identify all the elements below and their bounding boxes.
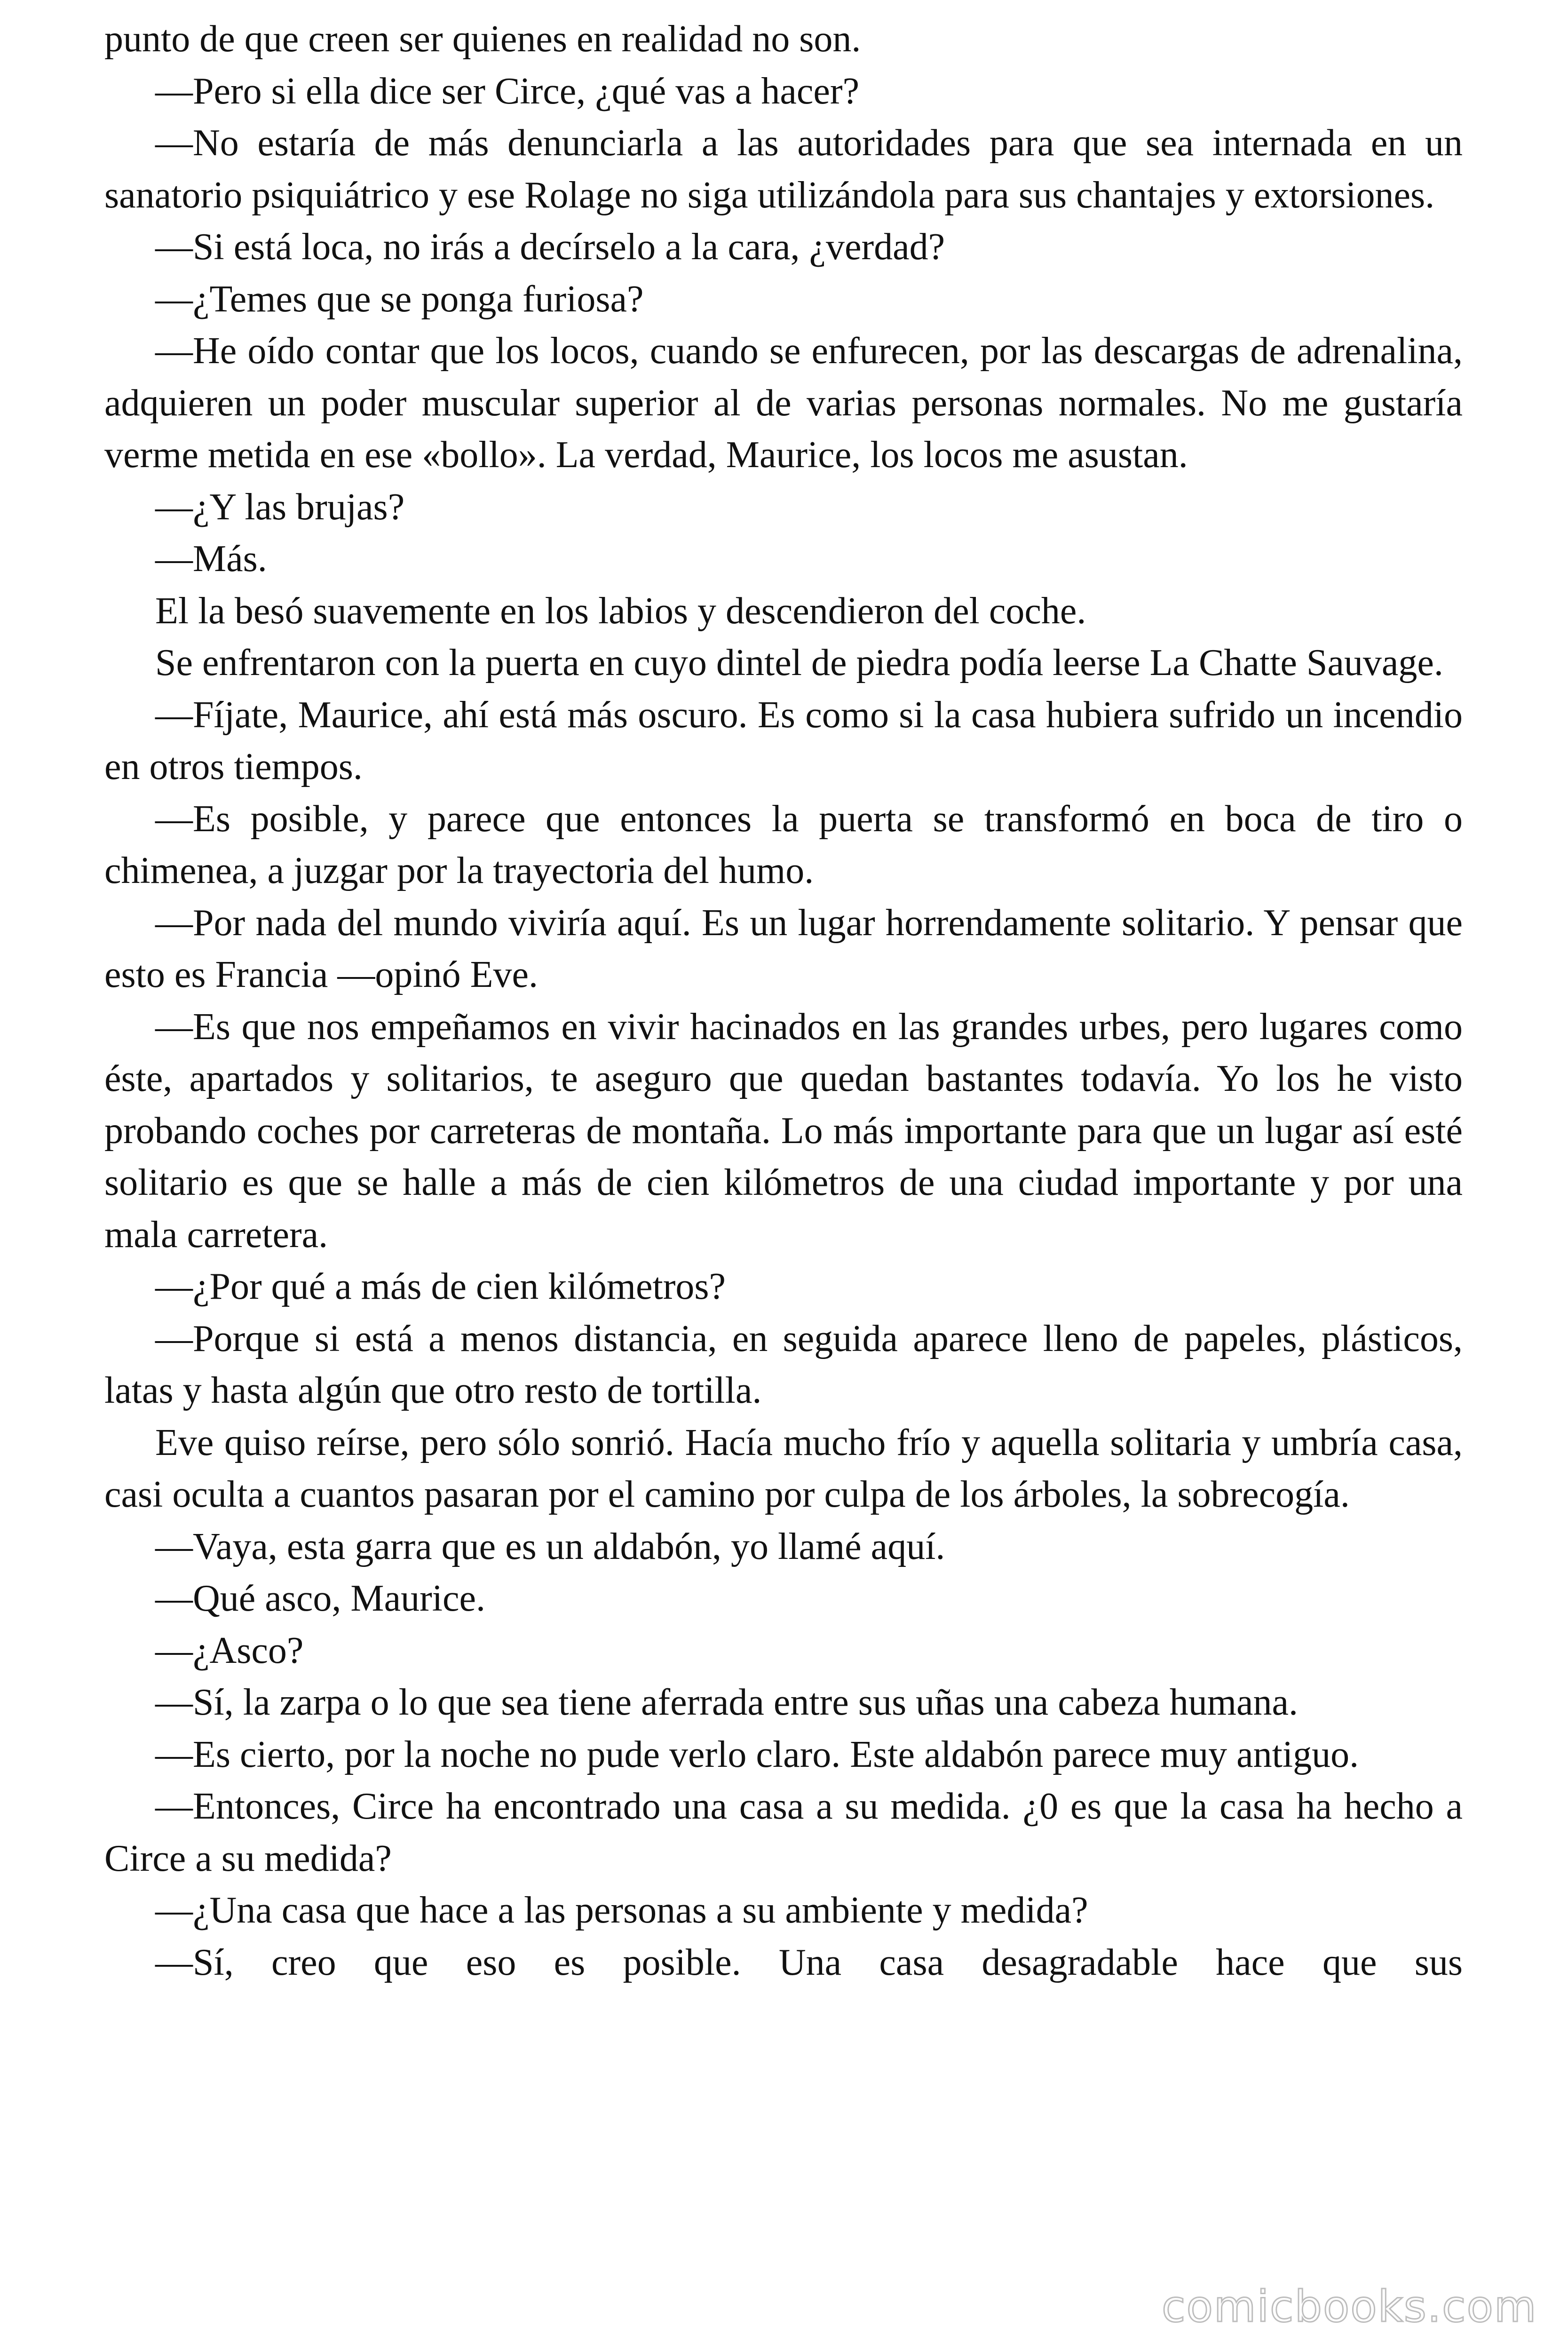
paragraph: —Es cierto, por la noche no pude verlo claro. Este aldabón parece muy antiguo. <box>155 1733 1359 1775</box>
body-text <box>104 13 1463 1988</box>
paragraph: —Más. <box>155 538 267 580</box>
paragraph: —¿Asco? <box>155 1629 304 1671</box>
paragraph: El la besó suavemente en los labios y descendieron del coche. <box>155 590 1086 632</box>
paragraph: —Pero si ella dice ser Circe, ¿qué vas a hacer? <box>155 70 860 112</box>
paragraph: —Entonces, Circe ha encontrado una casa a su medida. ¿0 es que la casa ha hecho a Circe a su medida? <box>104 1786 1463 1879</box>
paragraph: —Vaya, esta garra que es un aldabón, yo llamé aquí. <box>155 1526 945 1567</box>
paragraph: —Fíjate, Maurice, ahí está más oscuro. Es como si la casa hubiera sufrido un incendio en otros tiempos. <box>104 694 1463 787</box>
paragraph: —¿Una casa que hace a las personas a su ambiente y medida? <box>155 1890 1088 1931</box>
paragraph: —Es posible, y parece que entonces la puerta se transformó en boca de tiro o chimenea, a juzgar por la trayectoria del humo. <box>104 798 1463 891</box>
paragraph: —Por nada del mundo viviría aquí. Es un lugar horrendamente solitario. Y pensar que esto es Francia —opinó Eve. <box>104 902 1463 995</box>
watermark: comicbooks.com <box>1162 2281 1537 2332</box>
paragraph: —Sí, creo que eso es posible. Una casa desagradable hace que sus <box>155 1941 1463 1983</box>
paragraph: —¿Temes que se ponga furiosa? <box>155 278 644 320</box>
paragraph: —No estaría de más denunciarla a las autoridades para que sea internada en un sanatorio psiquiátrico y ese Rolage no siga utilizándola para sus chantajes y extorsiones. <box>104 122 1463 216</box>
paragraph: punto de que creen ser quienes en realidad no son. <box>104 18 861 60</box>
paragraph: —Sí, la zarpa o lo que sea tiene aferrada entre sus uñas una cabeza humana. <box>155 1682 1298 1723</box>
paragraph: —He oído contar que los locos, cuando se enfurecen, por las descargas de adrenalina, adquieren un poder muscular superior al de varias personas normales. No me gustaría verme metida en ese «bollo». La verdad, Maurice, los locos me asustan. <box>104 330 1463 476</box>
paragraph: —¿Y las brujas? <box>155 486 405 528</box>
paragraph: —Es que nos empeñamos en vivir hacinados en las grandes urbes, pero lugares como éste, apartados y solitarios, te aseguro que quedan bastantes todavía. Yo los he visto probando coches por carreteras de montaña. Lo más importante para que un lugar así esté solitario es que se halle a más de cien kilómetros de una ciudad importante y por una mala carretera. <box>104 1006 1463 1255</box>
paragraph: —¿Por qué a más de cien kilómetros? <box>155 1266 726 1307</box>
paragraph: Eve quiso reírse, pero sólo sonrió. Hacía mucho frío y aquella solitaria y umbría casa, casi oculta a cuantos pasaran por el camino por culpa de los árboles, la sobrecogía. <box>104 1422 1463 1515</box>
paragraph: Se enfrentaron con la puerta en cuyo dintel de piedra podía leerse La Chatte Sauvage. <box>155 642 1443 683</box>
paragraph: —Porque si está a menos distancia, en seguida aparece lleno de papeles, plásticos, latas y hasta algún que otro resto de tortilla. <box>104 1318 1463 1411</box>
paragraph: —Si está loca, no irás a decírselo a la cara, ¿verdad? <box>155 226 945 268</box>
paragraph: —Qué asco, Maurice. <box>155 1578 485 1619</box>
